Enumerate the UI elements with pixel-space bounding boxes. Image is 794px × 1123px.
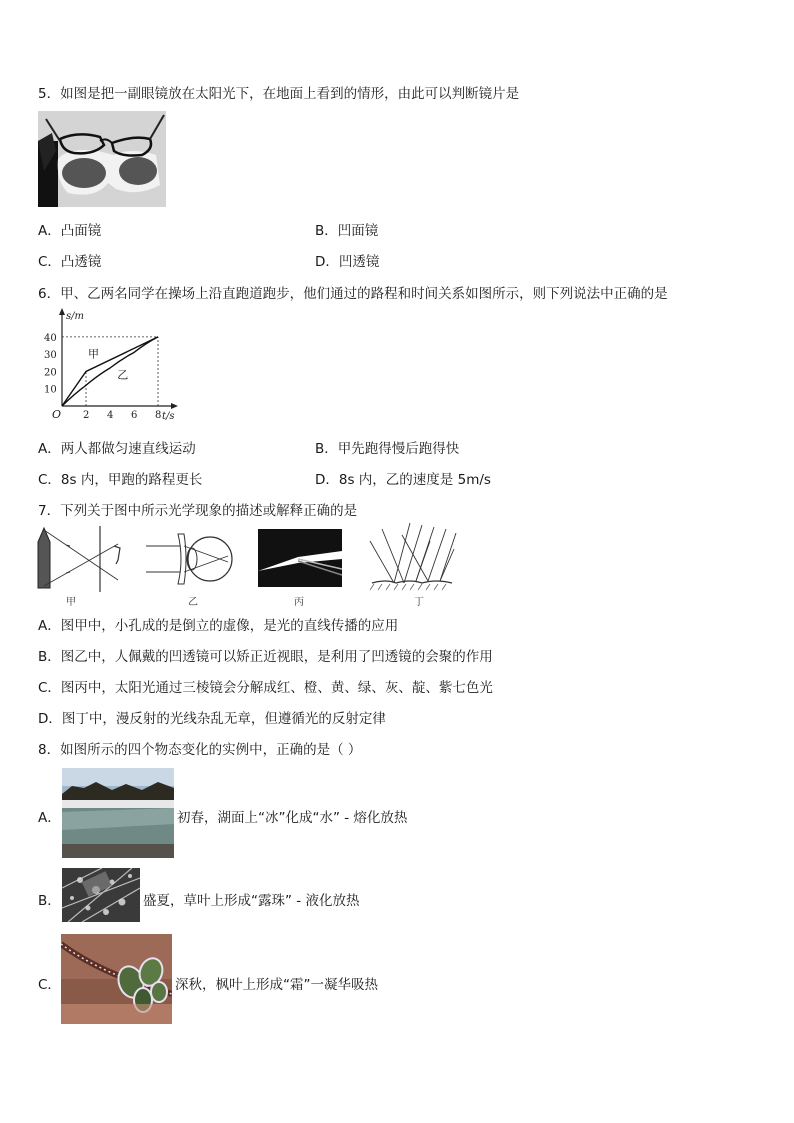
x-axis-label: t/s [162, 411, 175, 420]
frozen-lake-photo [62, 768, 174, 858]
q6-option-d[interactable]: D．8s 内，乙的速度是 5m/s [315, 472, 491, 488]
glasses-photo [38, 111, 166, 207]
y-tick-label: 40 [44, 332, 57, 344]
q7-stem: 7．下列关于图中所示光学现象的描述或解释正确的是 [38, 503, 358, 519]
y-tick-label: 10 [44, 384, 57, 396]
q6-option-b[interactable]: B．甲先跑得慢后跑得快 [315, 441, 460, 457]
q8-option-c-label[interactable]: C． [38, 977, 61, 993]
q8-option-a-label[interactable]: A． [38, 810, 61, 826]
q5-option-c[interactable]: C．凸透镜 [38, 254, 102, 270]
caption-ding: 丁 [414, 597, 424, 608]
caption-jia: 甲 [66, 597, 76, 608]
q8-option-c-text: 深秋，枫叶上形成“霜”一凝华吸热 [175, 977, 378, 993]
q6-stem: 6．甲、乙两名同学在操场上沿直跑道跑步，他们通过的路程和时间关系如图所示，则下列说法中正确的是 [38, 286, 668, 302]
pinhole-diagram [36, 524, 126, 592]
x-tick-label: 8 [155, 410, 162, 420]
q6-option-a[interactable]: A．两人都做匀速直线运动 [38, 441, 196, 457]
x-tick-label: 2 [83, 410, 90, 420]
caption-bing: 丙 [294, 597, 304, 608]
series-jia-line [62, 337, 158, 406]
q7-option-c[interactable]: C．图丙中，太阳光通过三棱镜会分解成红、橙、黄、绿、灰、靛、紫七色光 [38, 680, 493, 696]
distance-time-chart [36, 308, 178, 420]
q8-stem: 8．如图所示的四个物态变化的实例中，正确的是（ ） [38, 742, 362, 758]
diffuse-reflection-diagram [366, 521, 458, 591]
x-tick-label: 4 [107, 410, 114, 420]
series-yi-line [62, 337, 158, 406]
y-axis-arrow [59, 308, 65, 315]
frost-leaves-photo [61, 934, 172, 1024]
y-tick-label: 20 [44, 367, 57, 379]
q7-option-d[interactable]: D．图丁中，漫反射的光线杂乱无章，但遵循光的反射定律 [38, 711, 386, 727]
q5-option-b[interactable]: B．凹面镜 [315, 223, 379, 239]
q5-option-a[interactable]: A．凸面镜 [38, 223, 102, 239]
q7-option-b[interactable]: B．图乙中，人佩戴的凹透镜可以矫正近视眼，是利用了凹透镜的会聚的作用 [38, 649, 493, 665]
q8-option-a-text: 初春，湖面上“冰”化成“水” - 熔化放热 [177, 810, 408, 826]
dew-drops-photo [62, 868, 140, 922]
q5-stem: 5．如图是把一副眼镜放在太阳光下，在地面上看到的情形，由此可以判断镜片是 [38, 86, 520, 102]
caption-yi: 乙 [188, 597, 198, 608]
q8-option-b-label[interactable]: B． [38, 893, 61, 909]
prism-diagram [258, 529, 342, 587]
origin-label: O [52, 408, 62, 420]
eye-lens-diagram [144, 528, 236, 590]
q8-option-b-text: 盛夏，草叶上形成“露珠” - 液化放热 [143, 893, 360, 909]
x-tick-label: 6 [131, 410, 138, 420]
series-jia-label: 甲 [88, 347, 99, 361]
x-axis-arrow [171, 403, 178, 409]
series-yi-label: 乙 [117, 368, 129, 382]
y-axis-label: s/m [66, 311, 84, 322]
q6-option-c[interactable]: C．8s 内，甲跑的路程更长 [38, 472, 203, 488]
y-tick-label: 30 [44, 350, 57, 362]
q5-option-d[interactable]: D．凹透镜 [315, 254, 380, 270]
q7-option-a[interactable]: A．图甲中，小孔成的是倒立的虚像，是光的直线传播的应用 [38, 618, 399, 634]
